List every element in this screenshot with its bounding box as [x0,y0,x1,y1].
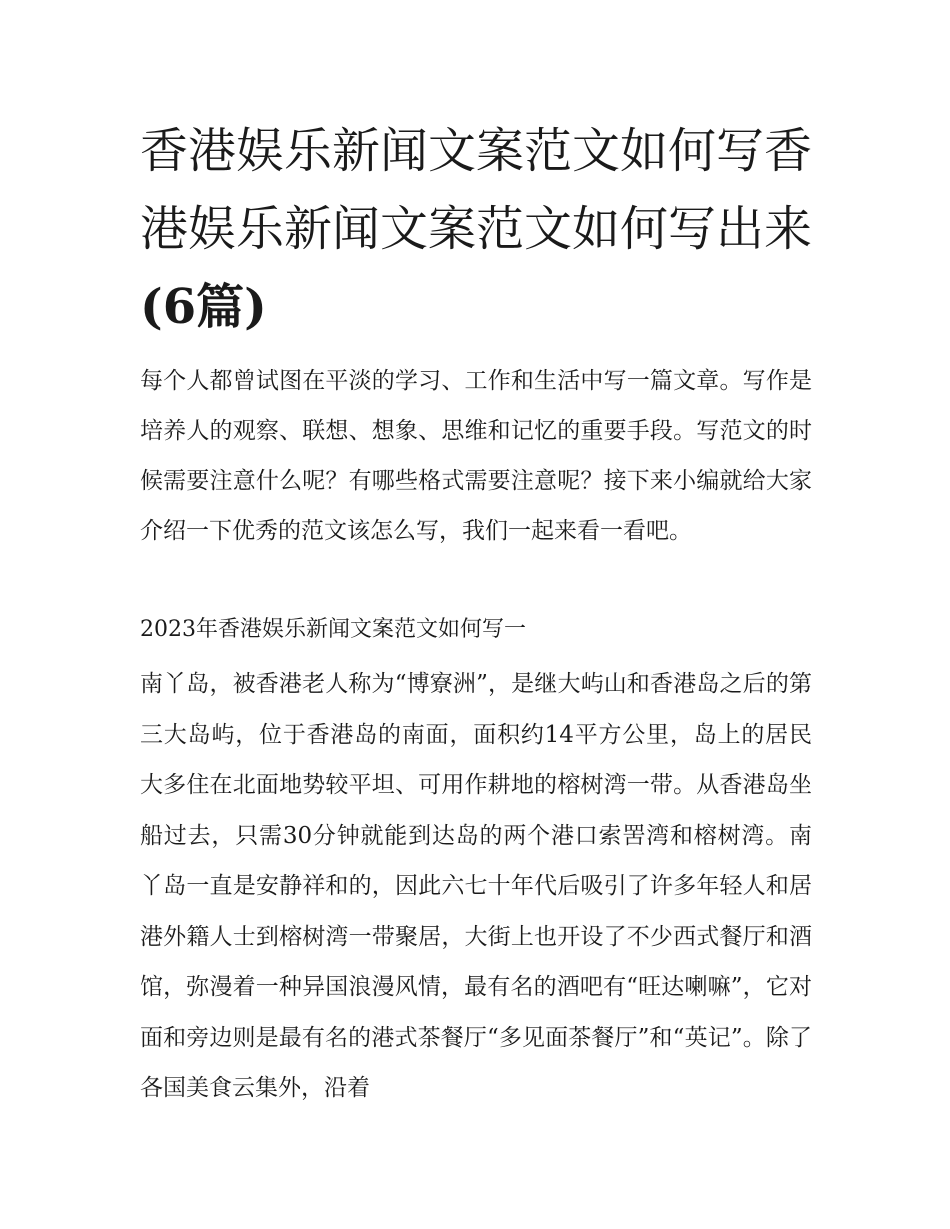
document-title-suffix: (6篇) [140,279,267,335]
document-title [140,112,820,346]
body-paragraph: 南丫岛，被香港老人称为“博寮洲”，是继大屿山和香港岛之后的第三大岛屿，位于香港岛的南面，面积约14平方公里，岛上的居民大多住在北面地势较平坦、可用作耕地的榕树湾一带。从香港岛坐船过去，只需30分钟就能到达岛的两个港口索罟湾和榕树湾。南丫岛一直是安静祥和的，因此六七十年代后吸引了许多年轻人和居港外籍人士到榕树湾一带聚居，大街上也开设了不少西式餐厅和酒馆，弥漫着一种异国浪漫风情，最有名的酒吧有“旺达喇嘛”，它对面和旁边则是最有名的港式茶餐厅“多见面茶餐厅”和“英记”。除了各国美食云集外，沿着 [140,671,812,1101]
section-heading: 2023年香港娱乐新闻文案范文如何写一 [140,617,526,642]
intro-paragraph: 每个人都曾试图在平淡的学习、工作和生活中写一篇文章。写作是培养人的观察、联想、想象、思维和记忆的重要手段。写范文的时候需要注意什么呢？有哪些格式需要注意呢？接下来小编就给大家介绍一下优秀的范文该怎么写，我们一起来看一看吧。 [140,368,812,544]
document-title-main: 香港娱乐新闻文案范文如何写香港娱乐新闻文案范文如何写出来 [140,123,813,257]
